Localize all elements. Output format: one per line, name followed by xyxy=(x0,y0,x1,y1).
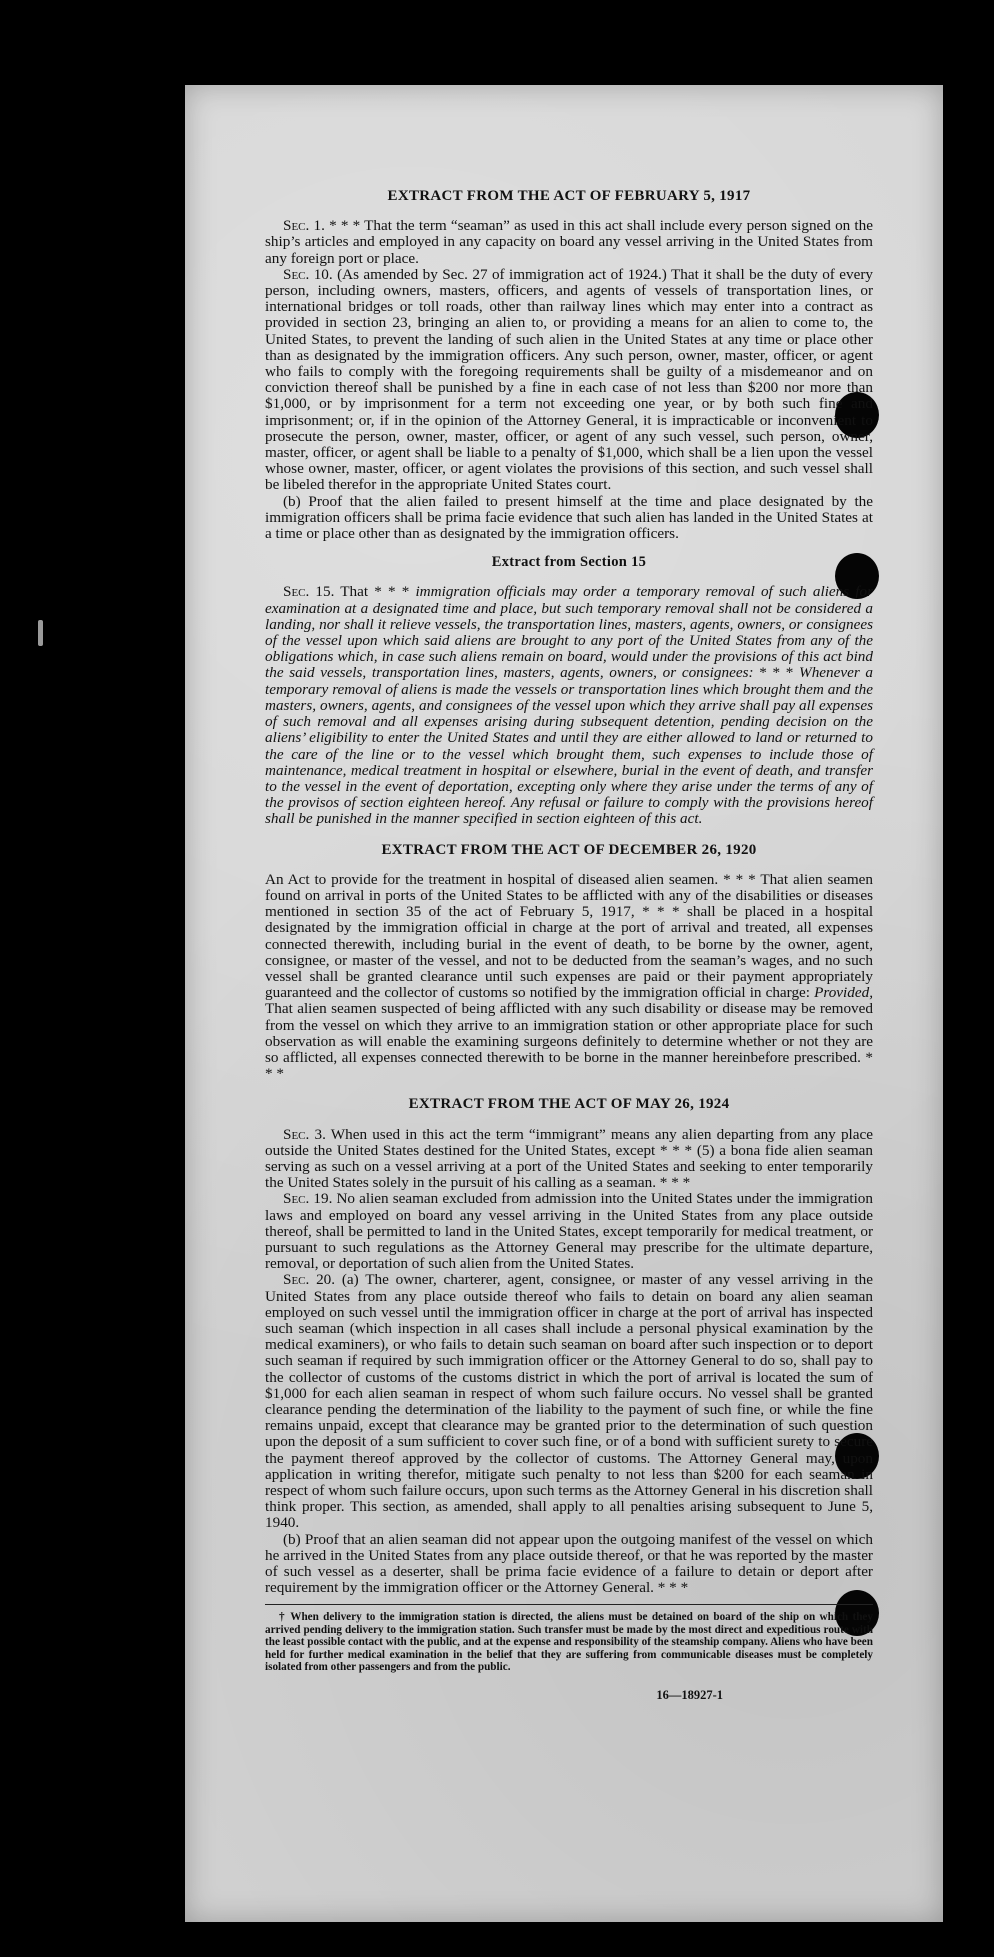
act-1920-text xyxy=(265,872,873,1083)
section-text: shall be placed in a hospital designated by the immigration official in charge at the port of arrival and treated, all expenses connected therewith, including burial in the event of death, to be borne by the owner, agent, consignee, or master of the vessel, and not to be deducted from the seaman’s wages, and no such vessel shall be granted clearance until such expenses are paid or their payment appropriately guaranteed and the collector of customs so notified by the immigration official in charge: xyxy=(265,903,874,1002)
section-text: No alien seaman excluded from admission into the United States under the immigration laws and employed on board any vessel arriving in the United States from any place outside thereof, shall be permitted to land in the United States, except temporarily for medical treatment, or pursuant to such regulations as the Attorney General may prescribe for the ultimate departure, removal, or deportation of such alien from the United States. xyxy=(265,1190,873,1273)
section-text: When used in this act the term “immigrant” means any alien departing from any place outside the United States destined for the United States, except xyxy=(265,1125,873,1159)
ellipsis-stars: * * * xyxy=(659,1141,693,1159)
ellipsis-stars: * * * xyxy=(659,1174,691,1192)
section-text: (b) Proof that an alien seaman did not appear upon the outgoing manifest of the vessel on which he arrived in the United States from any place outside thereof, or that he was reported by the master of such vessel as a deserter, shall be prima facie evidence of a failure to detain or deport after requirement by the immigration officer or the Attorney General. xyxy=(265,1530,873,1597)
section-text: (As amended by Sec. 27 of immigration act of 1924.) That it shall be the duty of every person, including owners, masters, officers, and agents of vessels of transportation lines, or international bridges or toll roads, other than railway lines which may enter into a contract as provided in section 23, bringing an alien to, or providing a means for an alien to come to, the United States, to prevent the landing of such alien in the United States at any time or place other than as designated by the immigration officers. Any such person, owner, master, officer, or agent who fails to comply with the foregoing requirements shall be guilty of a misdemeanor and on conviction thereof shall be punished by a fine in each case of not less than $200 nor more than $1,000, or by imprisonment for a term not exceeding one year, or by both such fine and imprisonment; or, if in the opinion of the Attorney General, it is impracticable or inconvenient to prosecute the person, owner, master, officer, or agent of any such vessel, such person, owner, master, officer, or agent shall be liable to a penalty of $1,000, which shall be a lien upon the vessel whose owner, master, officer, or agent violates the provisions of this section, and such vessel shall be libeled therefor in the appropriate United States court. xyxy=(265,265,873,494)
provided-word: Provided, xyxy=(814,984,873,1002)
ellipsis-stars: * * * xyxy=(657,1579,689,1597)
section-label: Sec. 1. xyxy=(283,217,325,235)
ellipsis-stars: * * * xyxy=(265,1048,874,1083)
section-label: Sec. 3. xyxy=(283,1125,326,1143)
section-3 xyxy=(265,1127,873,1192)
section-19 xyxy=(265,1191,873,1272)
section-10 xyxy=(265,267,873,494)
section-text: That the term “seaman” as used in this act shall include every person signed on the ship’s articles and employed in any capacity on board any vessel arriving in the United States from any foreign port or place. xyxy=(265,217,873,267)
ellipsis-stars: * * * xyxy=(759,664,794,682)
section-label: Sec. 19. xyxy=(283,1190,333,1208)
section-text: (a) The owner, charterer, agent, consignee, or master of any vessel arriving in the United States from any place outside thereof who fails to detain on board any alien seaman employed on such vessel until the immigration officer in charge at the port of arrival has inspected such seaman (which inspection in all cases shall include a personal physical examination by the medical examiners), or who fails to detain such seaman on board after such inspection or to deport such seaman if required by such immigration officer or the Attorney General to do so, shall pay to the collector of customs of the customs district in which the port of arrival is located the sum of $1,000 for each alien seaman in respect of whom such failure occurs. No vessel shall be granted clearance pending the determination of the liability to the payment of such fine, or while the fine remains unpaid, except that clearance may be granted prior to the determination of such question upon the deposit of a sum sufficient to cover such fine, or of a bond with sufficient surety to secure the payment thereof approved by the collector of customs. The Attorney General may, upon application in writing therefor, mitigate such penalty to not less than $200 for each seaman in respect of whom such failure occurs, upon such terms as the Attorney General in his discretion shall think proper. This section, as amended, shall apply to all penalties arising subsequent to June 5, 1940. xyxy=(265,1271,874,1532)
section-20 xyxy=(265,1272,873,1531)
section-text: That xyxy=(340,583,369,601)
ellipsis-stars: * * * xyxy=(329,217,361,235)
ellipsis-stars: * * * xyxy=(723,870,756,888)
section-1 xyxy=(265,218,873,267)
section-20-b xyxy=(265,1532,873,1597)
section-15 xyxy=(265,584,873,827)
heading-act-1924: EXTRACT FROM THE ACT OF MAY 26, 1924 xyxy=(408,1096,730,1113)
footnote xyxy=(265,1604,873,1673)
section-text: That alien seamen suspected of being afflicted with any such disability or disease may be removed from the vessel on which they arrive to an immigration station or other appropriate place for such observation as will enable the examining surgeons definitely to determine whether or not they are so afflicted, all expenses connected therewith to be borne in the manner hereinbefore prescribed. xyxy=(265,1000,873,1066)
form-number: 16—18927-1 xyxy=(656,1688,723,1703)
section-text-italic: immigration officials may order a temporary removal of such aliens for examination at a designated time and place, but such temporary removal shall not be considered a landing, nor shall it relieve vessels, the transportation lines, masters, agents, owners, or consignees of the vessel upon which said aliens are brought to any port of the United States from any of the obligations which, in case such aliens remain on board, would under the provisions of this act bind the said vessels, transportation lines, masters, agents, owners, or consignees: xyxy=(265,583,874,682)
section-text: That alien seamen found on arrival in ports of the United States to be afflicted with any of the disabilities or diseases mentioned in section 35 of the act of February 5, 1917, xyxy=(265,870,874,921)
document-text xyxy=(265,188,873,1704)
heading-act-1917: EXTRACT FROM THE ACT OF FEBRUARY 5, 1917 xyxy=(387,188,751,204)
scan-mark xyxy=(38,620,43,646)
section-label: Sec. 10. xyxy=(283,265,333,283)
ellipsis-stars: * * * xyxy=(642,903,680,921)
ellipsis-stars: * * * xyxy=(374,583,410,601)
section-label: Sec. 15. xyxy=(283,583,335,601)
section-text: (5) a bona fide alien seaman serving as such on a vessel arriving at a port of the United States and seeking to enter temporarily the United States solely in the pursuit of his calling as a seaman. xyxy=(265,1141,874,1192)
heading-act-1920: EXTRACT FROM THE ACT OF DECEMBER 26, 1920 xyxy=(381,841,757,858)
heading-section-15: Extract from Section 15 xyxy=(491,554,647,571)
footnote-text: † When delivery to the immigration station is directed, the aliens must be detained on board of the ship on which they arrived pending delivery to the immigration station. Such transfer must be made by the most direct and expeditious route with the least possible contact with the public, and at the expense and responsibility of the steamship company. Aliens who have been held for further medical examination in the belief that they are suffering from communicable diseases must be completely isolated from other passengers and from the public. xyxy=(265,1611,873,1674)
section-10-b: (b) Proof that the alien failed to present himself at the time and place designated by the immigration officers shall be prima facie evidence that such alien has landed in the United States at a time or place other than as designated by the immigration officers. xyxy=(265,492,873,543)
section-label: Sec. 20. xyxy=(283,1271,336,1289)
act-intro: An Act to provide for the treatment in hospital of diseased alien seamen. xyxy=(265,870,719,888)
section-text-italic: Whenever a temporary removal of aliens is made the vessels or transportation lines which brought them and the masters, owners, agents, and consignees of the vessel upon which they arrive shall pay all expenses of such removal and all expenses arising during subsequent detention, pending decision on the aliens’ eligibility to enter the United States and until they are either allowed to land or returned to the care of the line or to the vessel which brought them, such expenses to include those of maintenance, medical treatment in hospital or elsewhere, burial in the event of death, and transfer to the vessel in the event of deportation, excepting only where they arise under the terms of any of the provisos of section eighteen hereof. Any refusal or failure to comply with the provisions hereof shall be punished in the manner specified in section eighteen of this act. xyxy=(265,664,874,828)
